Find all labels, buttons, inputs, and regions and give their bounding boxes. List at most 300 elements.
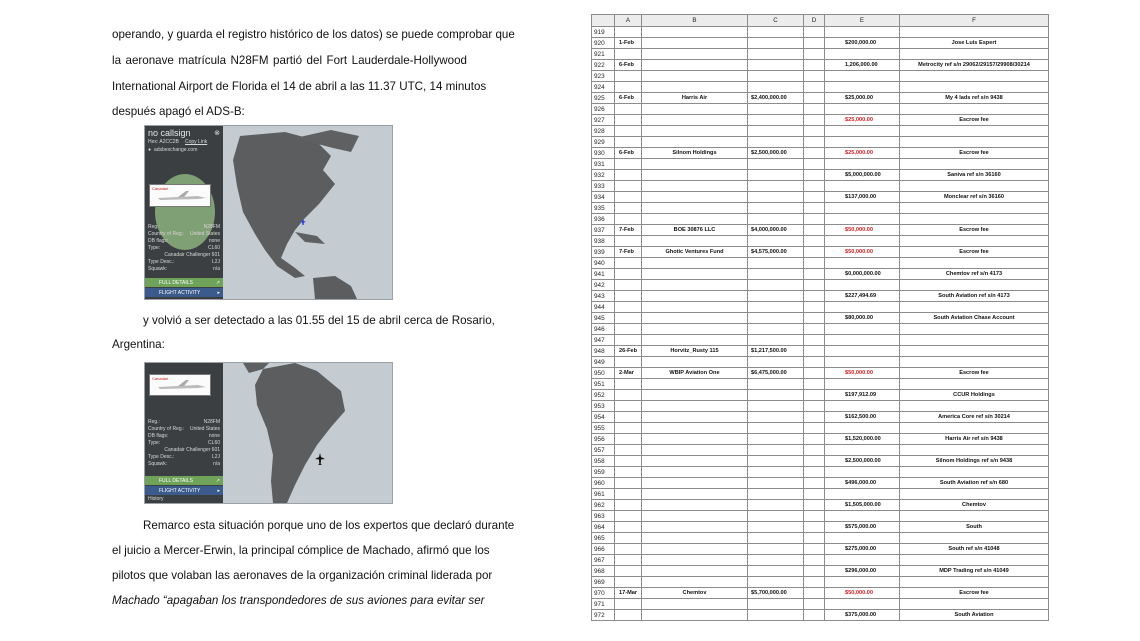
cell-b[interactable] [642, 478, 748, 489]
cell-a[interactable] [615, 610, 642, 621]
cell-e[interactable] [825, 555, 900, 566]
cell-f[interactable] [900, 302, 1049, 313]
cell-b[interactable] [642, 27, 748, 38]
cell-e[interactable]: $1,505,000.00 [825, 500, 900, 511]
cell-e[interactable]: $25,000.00 [825, 148, 900, 159]
cell-e[interactable] [825, 27, 900, 38]
cell-d[interactable] [804, 412, 825, 423]
cell-b[interactable] [642, 280, 748, 291]
cell-e[interactable] [825, 445, 900, 456]
cell-c[interactable]: $6,475,000.00 [748, 368, 804, 379]
row-number-cell[interactable]: 971 [592, 599, 615, 610]
cell-f[interactable]: America Core ref s/n 30214 [900, 412, 1049, 423]
cell-a[interactable] [615, 269, 642, 280]
row-number-cell[interactable]: 933 [592, 181, 615, 192]
row-number-cell[interactable]: 944 [592, 302, 615, 313]
row-number-cell[interactable]: 949 [592, 357, 615, 368]
cell-e[interactable] [825, 71, 900, 82]
cell-c[interactable] [748, 280, 804, 291]
cell-f[interactable] [900, 401, 1049, 412]
cell-c[interactable] [748, 104, 804, 115]
column-header-f[interactable]: F [900, 15, 1049, 27]
cell-c[interactable] [748, 115, 804, 126]
row-number-cell[interactable]: 922 [592, 60, 615, 71]
row-number-cell[interactable]: 951 [592, 379, 615, 390]
row-number-cell[interactable]: 961 [592, 489, 615, 500]
cell-b[interactable] [642, 423, 748, 434]
cell-f[interactable] [900, 555, 1049, 566]
cell-a[interactable] [615, 577, 642, 588]
cell-f[interactable]: Chemtov ref s/n 4173 [900, 269, 1049, 280]
cell-d[interactable] [804, 478, 825, 489]
column-header-c[interactable]: C [748, 15, 804, 27]
cell-f[interactable] [900, 126, 1049, 137]
row-number-cell[interactable]: 957 [592, 445, 615, 456]
cell-a[interactable] [615, 71, 642, 82]
cell-a[interactable] [615, 258, 642, 269]
row-number-cell[interactable]: 941 [592, 269, 615, 280]
cell-f[interactable]: South Aviation [900, 610, 1049, 621]
row-number-cell[interactable]: 924 [592, 82, 615, 93]
cell-c[interactable] [748, 511, 804, 522]
cell-e[interactable] [825, 346, 900, 357]
cell-a[interactable] [615, 291, 642, 302]
cell-f[interactable]: Jose Luis Espert [900, 38, 1049, 49]
cell-c[interactable] [748, 181, 804, 192]
flight-activity-button[interactable] [145, 288, 223, 297]
cell-e[interactable]: $1,520,000.00 [825, 434, 900, 445]
cell-e[interactable]: $137,000.00 [825, 192, 900, 203]
cell-d[interactable] [804, 511, 825, 522]
cell-e[interactable]: $575,000.00 [825, 522, 900, 533]
cell-e[interactable] [825, 511, 900, 522]
cell-a[interactable] [615, 126, 642, 137]
row-number-cell[interactable]: 939 [592, 247, 615, 258]
row-number-cell[interactable]: 946 [592, 324, 615, 335]
cell-c[interactable] [748, 291, 804, 302]
cell-d[interactable] [804, 368, 825, 379]
row-number-cell[interactable]: 967 [592, 555, 615, 566]
cell-c[interactable]: $4,575,000.00 [748, 247, 804, 258]
cell-d[interactable] [804, 159, 825, 170]
cell-d[interactable] [804, 148, 825, 159]
cell-b[interactable] [642, 291, 748, 302]
cell-a[interactable] [615, 500, 642, 511]
cell-f[interactable]: MDP Trading ref s/n 41049 [900, 566, 1049, 577]
cell-e[interactable]: $227,494.69 [825, 291, 900, 302]
cell-b[interactable]: Chemtov [642, 588, 748, 599]
cell-e[interactable] [825, 137, 900, 148]
cell-d[interactable] [804, 456, 825, 467]
row-number-cell[interactable]: 935 [592, 203, 615, 214]
cell-b[interactable] [642, 335, 748, 346]
row-number-cell[interactable]: 958 [592, 456, 615, 467]
cell-c[interactable]: $2,500,000.00 [748, 148, 804, 159]
cell-c[interactable] [748, 170, 804, 181]
cell-a[interactable] [615, 357, 642, 368]
cell-c[interactable] [748, 126, 804, 137]
cell-f[interactable]: Silnom Holdings ref s/n 9438 [900, 456, 1049, 467]
cell-b[interactable] [642, 522, 748, 533]
row-number-cell[interactable]: 963 [592, 511, 615, 522]
cell-b[interactable] [642, 390, 748, 401]
cell-a[interactable] [615, 335, 642, 346]
cell-e[interactable]: $50,000.00 [825, 588, 900, 599]
cell-a[interactable] [615, 192, 642, 203]
cell-a[interactable] [615, 115, 642, 126]
cell-f[interactable]: Monclear ref s/n 36160 [900, 192, 1049, 203]
cell-d[interactable] [804, 500, 825, 511]
cell-c[interactable] [748, 379, 804, 390]
cell-d[interactable] [804, 115, 825, 126]
cell-e[interactable]: $5,000,000.00 [825, 170, 900, 181]
cell-f[interactable]: South [900, 522, 1049, 533]
cell-b[interactable] [642, 236, 748, 247]
cell-f[interactable] [900, 423, 1049, 434]
full-details-button[interactable] [145, 278, 223, 287]
cell-d[interactable] [804, 423, 825, 434]
cell-a[interactable] [615, 423, 642, 434]
cell-e[interactable] [825, 533, 900, 544]
cell-c[interactable] [748, 313, 804, 324]
cell-c[interactable] [748, 566, 804, 577]
cell-f[interactable]: Metrocity ref s/n 29062/29157/29908/30214 [900, 60, 1049, 71]
cell-d[interactable] [804, 247, 825, 258]
cell-a[interactable] [615, 555, 642, 566]
cell-d[interactable] [804, 126, 825, 137]
cell-e[interactable]: $197,912.09 [825, 390, 900, 401]
cell-b[interactable] [642, 38, 748, 49]
cell-b[interactable]: Ghotic Ventures Fund [642, 247, 748, 258]
cell-c[interactable] [748, 335, 804, 346]
cell-c[interactable] [748, 60, 804, 71]
cell-b[interactable] [642, 401, 748, 412]
cell-a[interactable]: 1-Feb [615, 38, 642, 49]
cell-b[interactable]: BOE 30876 LLC [642, 225, 748, 236]
cell-b[interactable]: Horvitz_Rusty 115 [642, 346, 748, 357]
cell-d[interactable] [804, 467, 825, 478]
cell-b[interactable] [642, 170, 748, 181]
cell-e[interactable]: $296,000.00 [825, 566, 900, 577]
cell-f[interactable] [900, 346, 1049, 357]
cell-e[interactable]: $2,500,000.00 [825, 456, 900, 467]
cell-d[interactable] [804, 401, 825, 412]
cell-a[interactable] [615, 522, 642, 533]
cell-f[interactable] [900, 137, 1049, 148]
row-number-cell[interactable]: 960 [592, 478, 615, 489]
flight-activity-button[interactable] [145, 486, 223, 495]
cell-a[interactable] [615, 82, 642, 93]
cell-d[interactable] [804, 379, 825, 390]
cell-a[interactable] [615, 203, 642, 214]
row-number-cell[interactable]: 970 [592, 588, 615, 599]
cell-a[interactable]: 6-Feb [615, 148, 642, 159]
cell-f[interactable] [900, 335, 1049, 346]
cell-f[interactable] [900, 82, 1049, 93]
cell-d[interactable] [804, 291, 825, 302]
cell-c[interactable] [748, 302, 804, 313]
cell-a[interactable] [615, 137, 642, 148]
cell-a[interactable] [615, 566, 642, 577]
cell-f[interactable]: Escrow fee [900, 115, 1049, 126]
cell-a[interactable] [615, 49, 642, 60]
cell-d[interactable] [804, 49, 825, 60]
row-number-cell[interactable]: 919 [592, 27, 615, 38]
cell-e[interactable]: $80,000.00 [825, 313, 900, 324]
cell-c[interactable] [748, 412, 804, 423]
close-icon[interactable]: ⊗ [214, 130, 220, 137]
cell-d[interactable] [804, 489, 825, 500]
cell-a[interactable] [615, 236, 642, 247]
cell-d[interactable] [804, 533, 825, 544]
cell-f[interactable] [900, 258, 1049, 269]
cell-f[interactable]: Escrow fee [900, 225, 1049, 236]
cell-c[interactable] [748, 401, 804, 412]
cell-e[interactable] [825, 423, 900, 434]
column-header-d[interactable]: D [804, 15, 825, 27]
cell-a[interactable] [615, 214, 642, 225]
cell-e[interactable]: $50,000.00 [825, 225, 900, 236]
cell-b[interactable] [642, 269, 748, 280]
row-number-cell[interactable]: 936 [592, 214, 615, 225]
cell-c[interactable] [748, 49, 804, 60]
cell-b[interactable] [642, 60, 748, 71]
cell-f[interactable] [900, 577, 1049, 588]
cell-d[interactable] [804, 346, 825, 357]
cell-d[interactable] [804, 137, 825, 148]
row-number-cell[interactable]: 972 [592, 610, 615, 621]
cell-c[interactable] [748, 423, 804, 434]
cell-e[interactable] [825, 467, 900, 478]
row-number-cell[interactable]: 931 [592, 159, 615, 170]
cell-e[interactable] [825, 302, 900, 313]
cell-a[interactable] [615, 489, 642, 500]
cell-c[interactable]: $1,217,500.00 [748, 346, 804, 357]
cell-d[interactable] [804, 555, 825, 566]
cell-c[interactable] [748, 555, 804, 566]
cell-b[interactable] [642, 214, 748, 225]
cell-c[interactable] [748, 610, 804, 621]
row-number-cell[interactable]: 947 [592, 335, 615, 346]
row-number-cell[interactable]: 956 [592, 434, 615, 445]
cell-c[interactable] [748, 489, 804, 500]
row-number-cell[interactable]: 954 [592, 412, 615, 423]
cell-a[interactable] [615, 456, 642, 467]
cell-d[interactable] [804, 192, 825, 203]
cell-e[interactable]: $50,000.00 [825, 247, 900, 258]
cell-a[interactable] [615, 511, 642, 522]
cell-f[interactable]: Harris Air ref s/n 9438 [900, 434, 1049, 445]
cell-e[interactable] [825, 82, 900, 93]
cell-a[interactable]: 26-Feb [615, 346, 642, 357]
cell-c[interactable] [748, 544, 804, 555]
cell-b[interactable] [642, 412, 748, 423]
row-number-cell[interactable]: 962 [592, 500, 615, 511]
cell-e[interactable] [825, 577, 900, 588]
cell-c[interactable] [748, 357, 804, 368]
cell-b[interactable] [642, 302, 748, 313]
cell-c[interactable] [748, 192, 804, 203]
cell-d[interactable] [804, 27, 825, 38]
cell-d[interactable] [804, 313, 825, 324]
cell-a[interactable] [615, 181, 642, 192]
cell-a[interactable] [615, 390, 642, 401]
cell-f[interactable] [900, 280, 1049, 291]
cell-f[interactable]: CCUR Holdings [900, 390, 1049, 401]
cell-d[interactable] [804, 280, 825, 291]
cell-c[interactable] [748, 159, 804, 170]
cell-d[interactable] [804, 434, 825, 445]
cell-d[interactable] [804, 302, 825, 313]
cell-f[interactable] [900, 71, 1049, 82]
row-number-cell[interactable]: 927 [592, 115, 615, 126]
cell-e[interactable] [825, 335, 900, 346]
cell-b[interactable] [642, 555, 748, 566]
cell-a[interactable] [615, 467, 642, 478]
cell-e[interactable]: $375,000.00 [825, 610, 900, 621]
cell-b[interactable] [642, 203, 748, 214]
cell-d[interactable] [804, 181, 825, 192]
cell-a[interactable]: 6-Feb [615, 60, 642, 71]
column-header-a[interactable]: A [615, 15, 642, 27]
cell-c[interactable] [748, 269, 804, 280]
cell-f[interactable]: Escrow fee [900, 368, 1049, 379]
cell-f[interactable] [900, 159, 1049, 170]
cell-b[interactable]: WBIP Aviation One [642, 368, 748, 379]
cell-b[interactable] [642, 577, 748, 588]
cell-e[interactable] [825, 379, 900, 390]
cell-d[interactable] [804, 214, 825, 225]
cell-b[interactable] [642, 566, 748, 577]
cell-f[interactable] [900, 203, 1049, 214]
cell-e[interactable] [825, 203, 900, 214]
cell-e[interactable]: $0,000,000.00 [825, 269, 900, 280]
cell-a[interactable] [615, 302, 642, 313]
cell-b[interactable] [642, 599, 748, 610]
cell-c[interactable] [748, 324, 804, 335]
row-number-cell[interactable]: 938 [592, 236, 615, 247]
cell-c[interactable] [748, 478, 804, 489]
cell-d[interactable] [804, 203, 825, 214]
cell-b[interactable] [642, 379, 748, 390]
row-number-cell[interactable]: 959 [592, 467, 615, 478]
cell-d[interactable] [804, 269, 825, 280]
row-number-cell[interactable]: 964 [592, 522, 615, 533]
cell-a[interactable]: 7-Feb [615, 225, 642, 236]
cell-a[interactable] [615, 434, 642, 445]
cell-d[interactable] [804, 38, 825, 49]
cell-f[interactable]: South Aviation ref s/n 680 [900, 478, 1049, 489]
row-number-cell[interactable]: 934 [592, 192, 615, 203]
cell-b[interactable] [642, 192, 748, 203]
cell-e[interactable] [825, 357, 900, 368]
cell-c[interactable] [748, 82, 804, 93]
cell-c[interactable] [748, 522, 804, 533]
cell-e[interactable] [825, 126, 900, 137]
cell-d[interactable] [804, 258, 825, 269]
row-number-cell[interactable]: 937 [592, 225, 615, 236]
copy-link[interactable]: Copy Link [185, 139, 208, 145]
cell-a[interactable] [615, 599, 642, 610]
cell-a[interactable] [615, 379, 642, 390]
row-number-cell[interactable]: 969 [592, 577, 615, 588]
cell-e[interactable]: $162,500.00 [825, 412, 900, 423]
cell-d[interactable] [804, 93, 825, 104]
cell-e[interactable] [825, 599, 900, 610]
cell-f[interactable]: Escrow fee [900, 148, 1049, 159]
cell-d[interactable] [804, 335, 825, 346]
cell-e[interactable] [825, 236, 900, 247]
cell-d[interactable] [804, 170, 825, 181]
cell-b[interactable] [642, 610, 748, 621]
column-header-b[interactable]: B [642, 15, 748, 27]
column-header-e[interactable]: E [825, 15, 900, 27]
cell-b[interactable] [642, 489, 748, 500]
cell-d[interactable] [804, 60, 825, 71]
cell-d[interactable] [804, 599, 825, 610]
cell-c[interactable] [748, 214, 804, 225]
cell-a[interactable] [615, 544, 642, 555]
cell-b[interactable]: Silnom Holdings [642, 148, 748, 159]
cell-c[interactable] [748, 236, 804, 247]
row-number-cell[interactable]: 953 [592, 401, 615, 412]
cell-c[interactable] [748, 467, 804, 478]
cell-b[interactable] [642, 104, 748, 115]
cell-b[interactable] [642, 357, 748, 368]
cell-e[interactable] [825, 324, 900, 335]
cell-e[interactable]: $275,000.00 [825, 544, 900, 555]
cell-b[interactable] [642, 181, 748, 192]
cell-b[interactable] [642, 544, 748, 555]
cell-f[interactable]: South Aviation ref s/n 4173 [900, 291, 1049, 302]
cell-f[interactable]: Escrow fee [900, 247, 1049, 258]
cell-b[interactable] [642, 49, 748, 60]
cell-e[interactable] [825, 104, 900, 115]
cell-b[interactable] [642, 533, 748, 544]
cell-a[interactable] [615, 280, 642, 291]
cell-f[interactable] [900, 599, 1049, 610]
cell-b[interactable] [642, 511, 748, 522]
cell-d[interactable] [804, 82, 825, 93]
cell-a[interactable] [615, 324, 642, 335]
cell-e[interactable]: $25,000.00 [825, 115, 900, 126]
cell-a[interactable] [615, 104, 642, 115]
row-number-cell[interactable]: 968 [592, 566, 615, 577]
row-number-cell[interactable]: 952 [592, 390, 615, 401]
cell-e[interactable]: 1,206,000.00 [825, 60, 900, 71]
cell-b[interactable] [642, 324, 748, 335]
cell-a[interactable] [615, 445, 642, 456]
cell-b[interactable] [642, 445, 748, 456]
cell-f[interactable] [900, 324, 1049, 335]
cell-d[interactable] [804, 225, 825, 236]
cell-c[interactable] [748, 456, 804, 467]
cell-d[interactable] [804, 544, 825, 555]
cell-d[interactable] [804, 522, 825, 533]
cell-b[interactable] [642, 82, 748, 93]
cell-f[interactable] [900, 533, 1049, 544]
row-number-cell[interactable]: 945 [592, 313, 615, 324]
cell-f[interactable]: My 4 lads ref s/n 9438 [900, 93, 1049, 104]
cell-f[interactable] [900, 357, 1049, 368]
cell-d[interactable] [804, 445, 825, 456]
cell-a[interactable] [615, 401, 642, 412]
cell-e[interactable] [825, 214, 900, 225]
cell-b[interactable] [642, 159, 748, 170]
cell-a[interactable] [615, 159, 642, 170]
row-number-cell[interactable]: 926 [592, 104, 615, 115]
row-number-cell[interactable]: 950 [592, 368, 615, 379]
